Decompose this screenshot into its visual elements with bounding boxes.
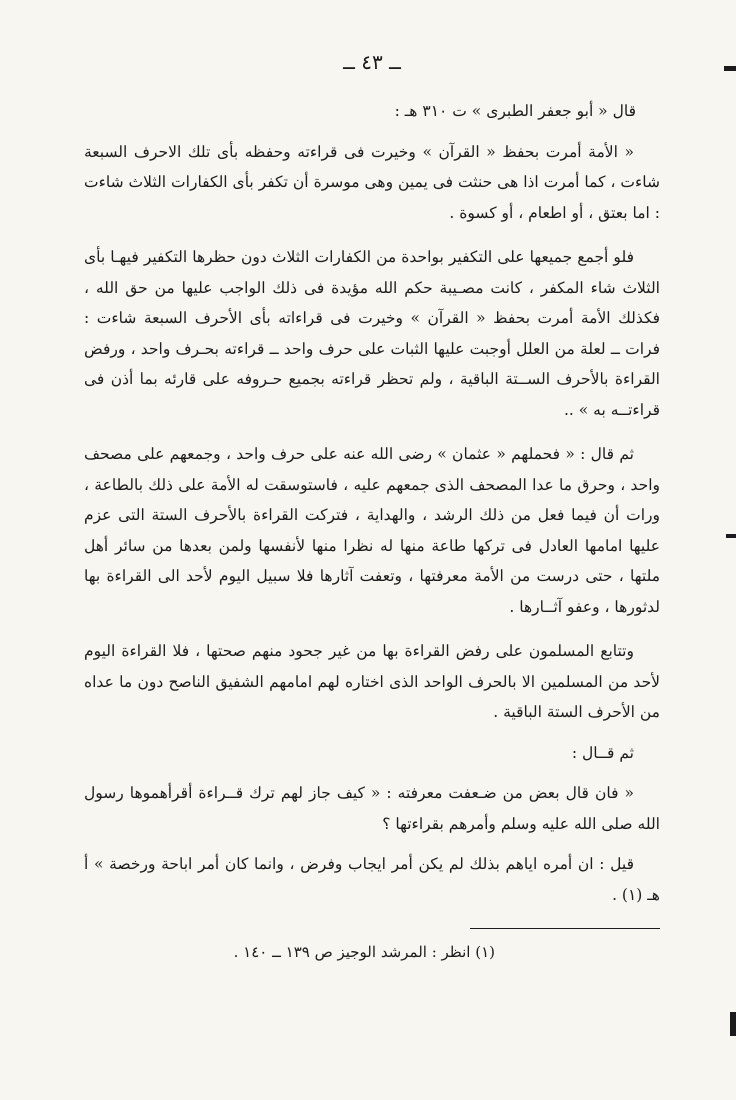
paragraph-answer: قيل : ان أمره اياهم بذلك لم يكن أمر ايجاب وفرض ، وانما كان أمر اباحة ورخصة » أ هـ (١) . bbox=[84, 855, 660, 904]
document-page bbox=[84, 50, 660, 1030]
paragraph-quote-4: وتتابع المسلمون على رفض القراءة بها من غير جحود منهم صحتها ، فلا القراءة اليوم لأحد من المسلمين الا بالحرف الواحد الذى اختاره لهم امامهم الشفيق الناصح دون ما عداه من الأحرف الستة الباقية . bbox=[84, 642, 660, 721]
paragraph-then-said: ثم قــال : bbox=[571, 743, 634, 762]
paragraph-question: « فان قال بعض من ضـعفت معرفته : « كيف جاز لهم ترك قــراءة أقرأهموها رسول الله صلى الله عليه وسلم وأمرهم بقراءتها ؟ bbox=[84, 784, 660, 833]
paragraph-intro: قال « أبو جعفر الطبرى » ت ٣١٠ هـ : bbox=[394, 102, 636, 120]
page-number: ــ ٤٣ ــ bbox=[343, 50, 401, 74]
scan-edge-mark-bottom bbox=[730, 1012, 736, 1036]
paragraph-quote-3: ثم قال : « فحملهم « عثمان » رضى الله عنه على حرف واحد ، وجمعهم على مصحف واحد ، وحرق ما عدا المصحف الذى جمعهم عليه ، فاستوسقت له الأمة على ذلك بالطاعة ، ورات أن فيما فعل من ذلك الرشد ، والهداية ، فتركت القراءة بالأحرف الستة التى عزم عليها امامها العادل فى تركها طاعة منها له نظرا منها لأنفسها ولمن بعدها من سائر أهل ملتها ، حتى درست من الأمة معرفتها ، وتعفت آثارها فلا سبيل اليوم لأحد الى القراءة بها لدثورها ، وعفو آثــارها . bbox=[84, 445, 660, 616]
paragraph-quote-2: فلو أجمع جميعها على التكفير بواحدة من الكفارات الثلاث دون حظرها التكفير فيهـا بأى الثلاث شاء المكفر ، كانت مصـيبة حكم الله مؤيدة فى ذلك الواجب عليها من حق الله ، فكذلك الأمة أمرت بحفظ « القرآن » وخيرت فى قراءاته بأى الأحرف السبعة شاءت : فرات ــ لعلة من العلل أوجبت عليها الثبات على حرف واحد ــ قراءته بحـرف واحد ، ورفض القراءة بالأحرف الســتة الباقية ، ولم تحظر قراءته بجميع حـروفه على قارئه بما أذن فى قراءتــه به » .. bbox=[84, 248, 660, 419]
paragraph-quote-1: « الأمة أمرت بحفظ « القرآن » وخيرت فى قراءته وحفظه بأى تلك الاحرف السبعة شاءت ، كما أمرت اذا هى حنثت فى يمين وهى موسرة أن تكفر بأى الكفارات الثلاث شاءت : اما بعتق ، أو اطعام ، أو كسوة . bbox=[84, 142, 660, 222]
footnote: (١) انظر : المرشد الوجيز ص ١٣٩ ــ ١٤٠ . bbox=[233, 943, 495, 961]
footnote-divider bbox=[470, 928, 660, 929]
scan-edge-mark-middle bbox=[726, 534, 736, 538]
scan-edge-mark-top bbox=[724, 66, 736, 71]
